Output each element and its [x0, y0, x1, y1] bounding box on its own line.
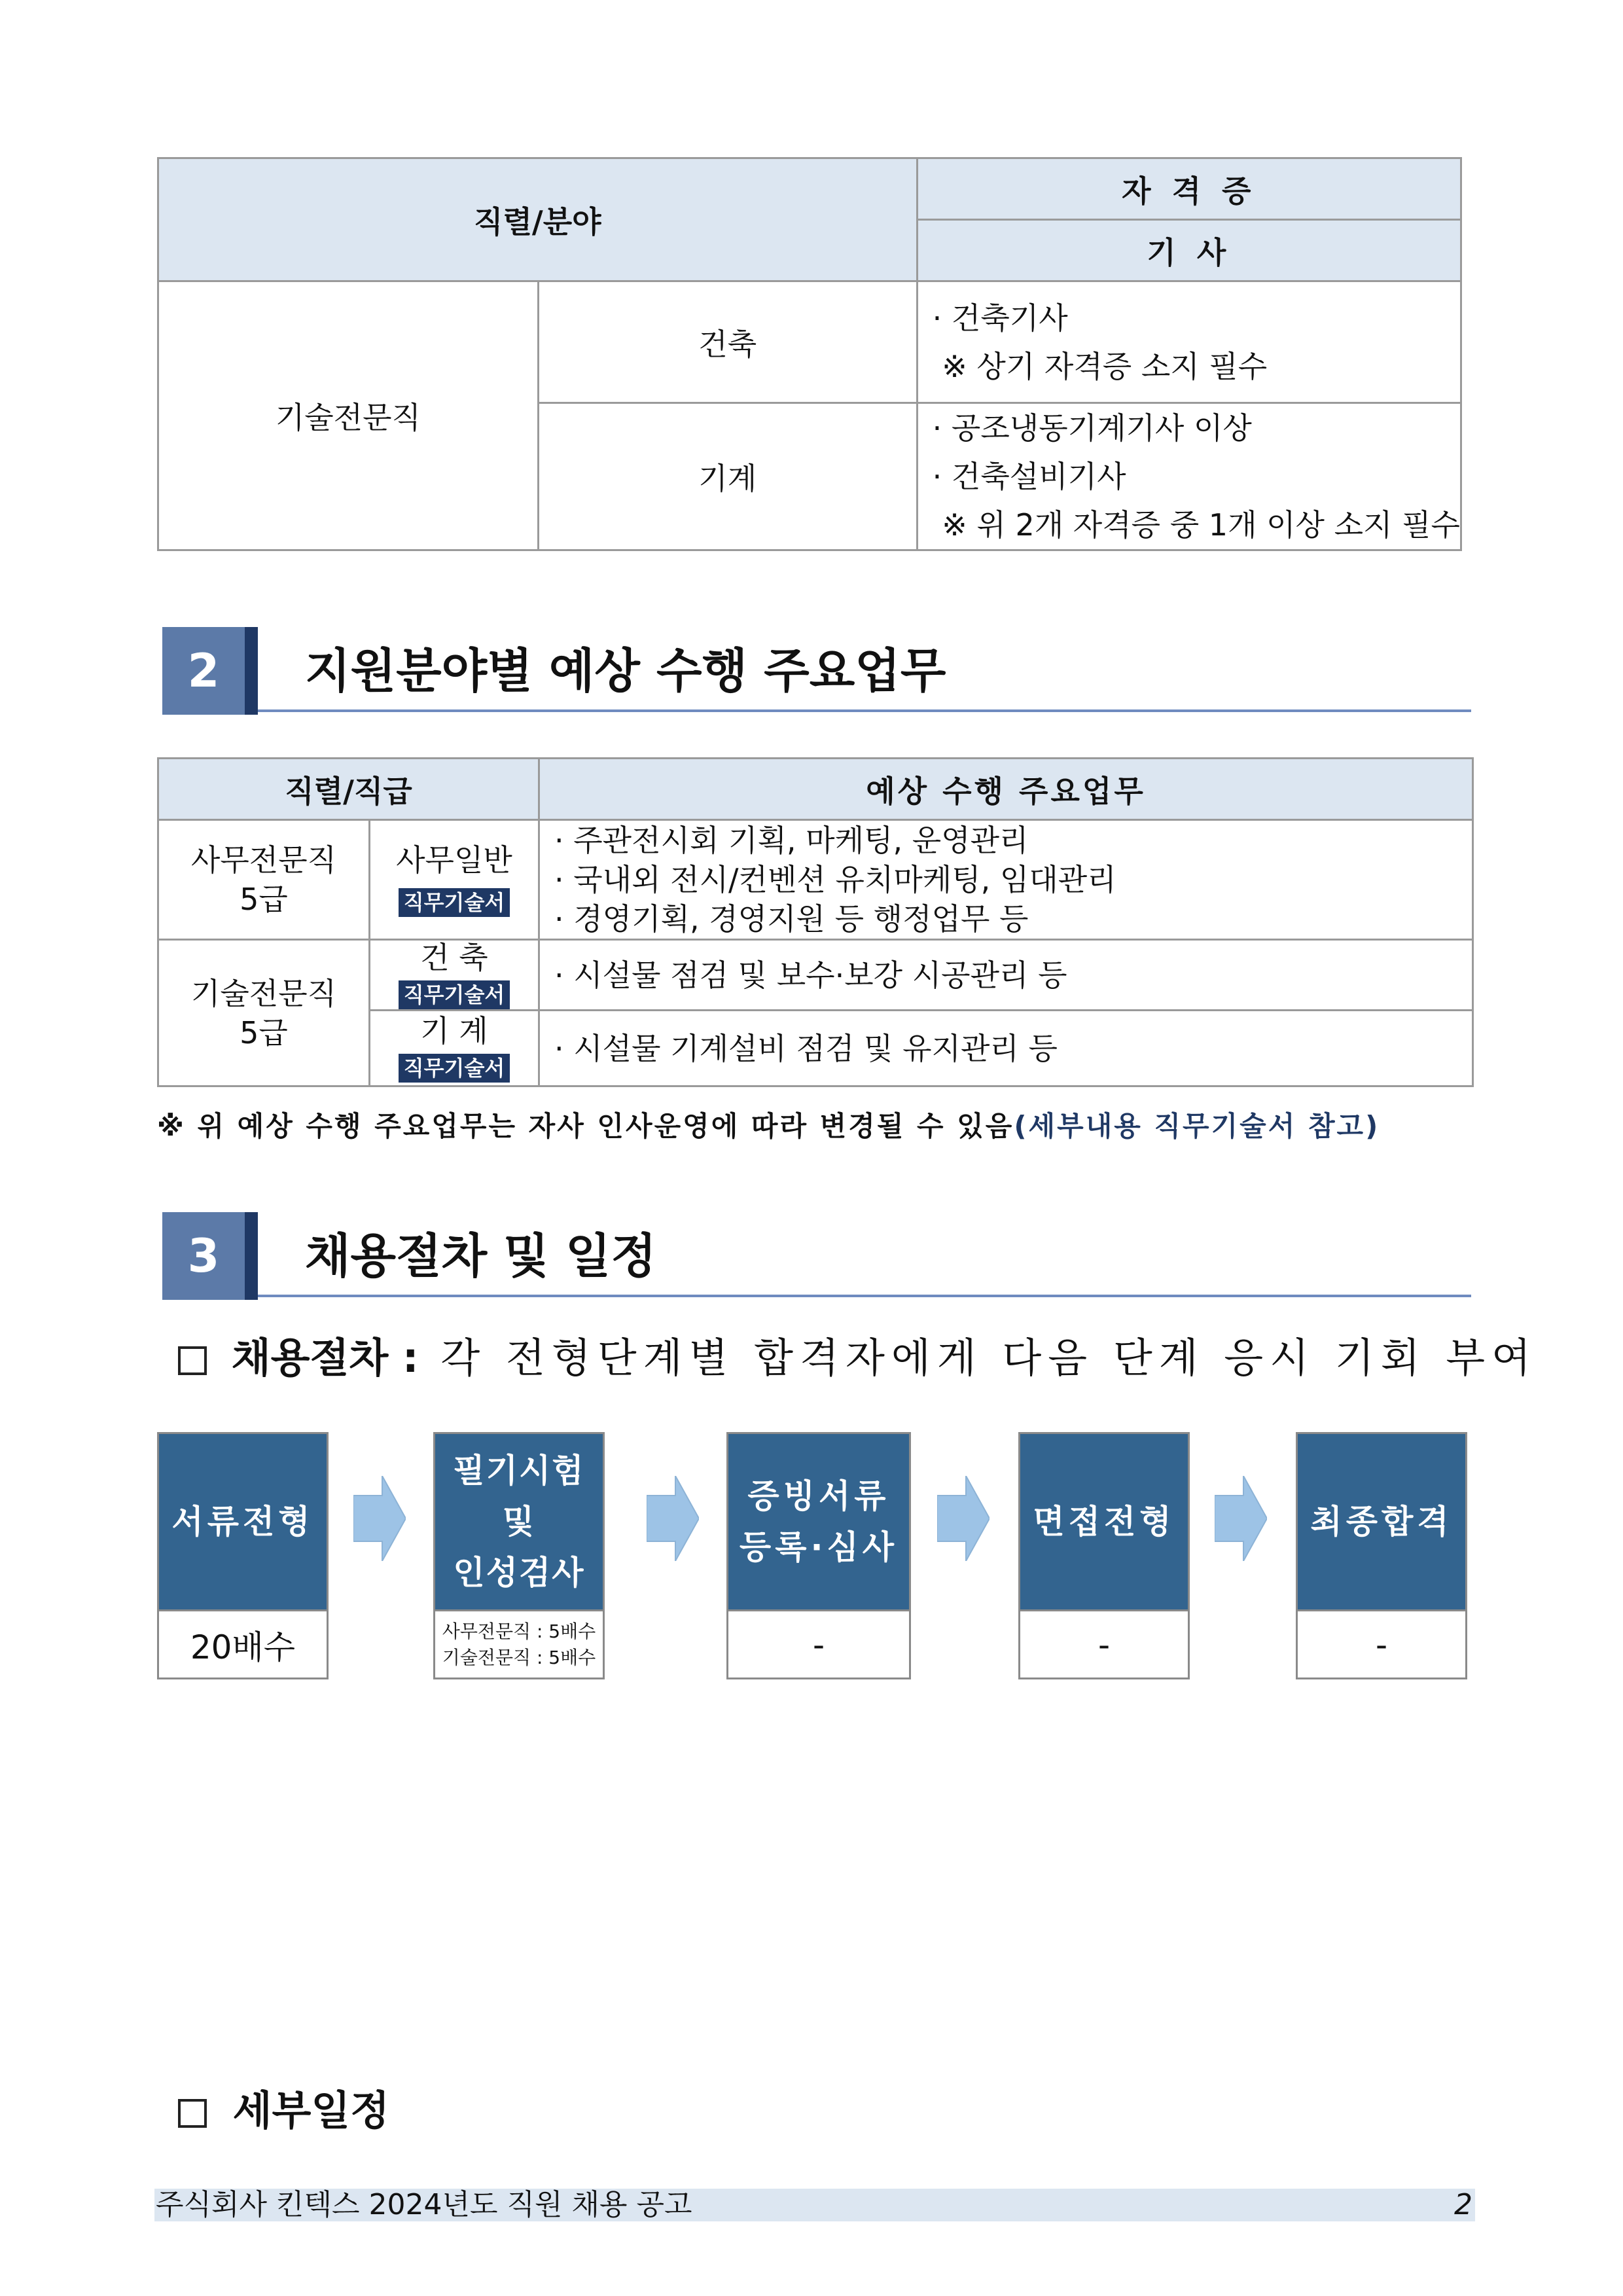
header-field: 직렬/분야: [158, 158, 918, 281]
section-bar: [245, 627, 258, 715]
duty-line: · 국내외 전시/컨벤션 유치마케팅, 임대관리: [554, 862, 1116, 897]
step-final: [1296, 1432, 1467, 1679]
section-underline: [258, 709, 1471, 712]
step-result: -: [726, 1611, 911, 1679]
step-title: 서류전형: [157, 1432, 329, 1611]
header-rank: 직렬/직급: [158, 759, 539, 820]
section-title: 지원분야별 예상 수행 주요업무: [305, 643, 946, 698]
header-duty: 예상 수행 주요업무: [539, 759, 1473, 820]
section-3-heading: [162, 1212, 1471, 1300]
job-desc-badge[interactable]: 직무기술서: [399, 888, 510, 917]
duty-line: · 경영기획, 경영지원 등 행정업무 등: [554, 901, 1029, 937]
checkbox-icon: [178, 1346, 207, 1375]
step-result: 20배수: [157, 1611, 329, 1679]
field-mech: 기계: [538, 403, 917, 550]
cert-line: · 건축기사: [932, 300, 1068, 336]
header-cert: 자 격 증: [917, 158, 1461, 220]
step-result: -: [1018, 1611, 1190, 1679]
note-ref: (세부내용 직무기술서 참고): [1014, 1110, 1380, 1142]
sub-office: [370, 820, 539, 940]
sub-mech: [370, 1011, 539, 1086]
sub-arch: [370, 940, 539, 1011]
step-written-test: [433, 1432, 605, 1679]
step-title: 증빙서류 등록·심사: [726, 1432, 911, 1611]
note-text: ※ 위 예상 수행 주요업무는 자사 인사운영에 따라 변경될 수 있음: [157, 1110, 1014, 1142]
page-number: 2: [1454, 2188, 1472, 2221]
cert-line: · 공조냉동기계기사 이상: [932, 410, 1252, 446]
cert-line: · 건축설비기사: [932, 459, 1126, 494]
section-number: 3: [162, 1212, 245, 1300]
rank-office: [158, 820, 370, 940]
duty-line: · 주관전시회 기획, 마케팅, 운영관리: [554, 823, 1029, 858]
section-underline: [258, 1295, 1471, 1297]
qualification-table: [157, 157, 1462, 551]
cert-mech: [917, 403, 1461, 550]
duty-mech: · 시설물 기계설비 점검 및 유지관리 등: [539, 1011, 1473, 1086]
rank-grade: 5급: [240, 882, 288, 917]
procedure-label: 채용절차 :: [231, 1334, 419, 1382]
field-arch: 건축: [538, 281, 917, 403]
section-bar: [245, 1212, 258, 1300]
cert-line: ※ 위 2개 자격증 중 1개 이상 소지 필수: [932, 507, 1460, 543]
footer-title: 주식회사 킨텍스 2024년도 직원 채용 공고: [156, 2188, 692, 2221]
arrow-right-icon: [937, 1476, 990, 1561]
section-2-heading: [162, 627, 1471, 715]
step-title: 면접전형: [1018, 1432, 1190, 1611]
sub-name: 건 축: [420, 940, 488, 975]
step-result: 사무전문직 : 5배수 기술전문직 : 5배수: [433, 1611, 605, 1679]
procedure-desc: 각 전형단계별 합격자에게 다음 단계 응시 기회 부여: [440, 1334, 1538, 1382]
header-cert-sub: 기 사: [917, 220, 1461, 281]
rank-name: 기술전문직: [190, 975, 337, 1011]
rank-grade: 5급: [240, 1014, 288, 1050]
step-interview: [1018, 1432, 1190, 1679]
arrow-right-icon: [647, 1476, 699, 1561]
footer-bar: [154, 2189, 1475, 2221]
duty-note: [157, 1105, 1479, 1144]
step-title: 필기시험 및 인성검사: [433, 1432, 605, 1611]
cert-arch: [917, 281, 1461, 403]
step-document: [157, 1432, 329, 1679]
arrow-right-icon: [353, 1476, 406, 1561]
duty-arch: · 시설물 점검 및 보수·보강 시공관리 등: [539, 940, 1473, 1011]
duty-table: [157, 757, 1474, 1087]
checkbox-icon: [178, 2099, 207, 2128]
arrow-right-icon: [1215, 1476, 1267, 1561]
rank-tech: [158, 940, 370, 1086]
schedule-label: 세부일정: [232, 2087, 390, 2134]
job-desc-badge[interactable]: 직무기술서: [399, 1054, 510, 1083]
duty-office: [539, 820, 1473, 940]
step-result: -: [1296, 1611, 1467, 1679]
rank-name: 사무전문직: [190, 842, 337, 878]
procedure-line: [178, 1329, 1537, 1388]
sub-name: 사무일반: [396, 842, 512, 878]
step-document-review: [726, 1432, 911, 1679]
section-title: 채용절차 및 일정: [305, 1229, 656, 1283]
section-number: 2: [162, 627, 245, 715]
sub-name: 기 계: [420, 1013, 488, 1049]
step-title: 최종합격: [1296, 1432, 1467, 1611]
cert-line: ※ 상기 자격증 소지 필수: [932, 348, 1268, 384]
job-desc-badge[interactable]: 직무기술서: [399, 980, 510, 1009]
category-cell: 기술전문직: [158, 281, 539, 550]
schedule-line: [178, 2081, 389, 2140]
